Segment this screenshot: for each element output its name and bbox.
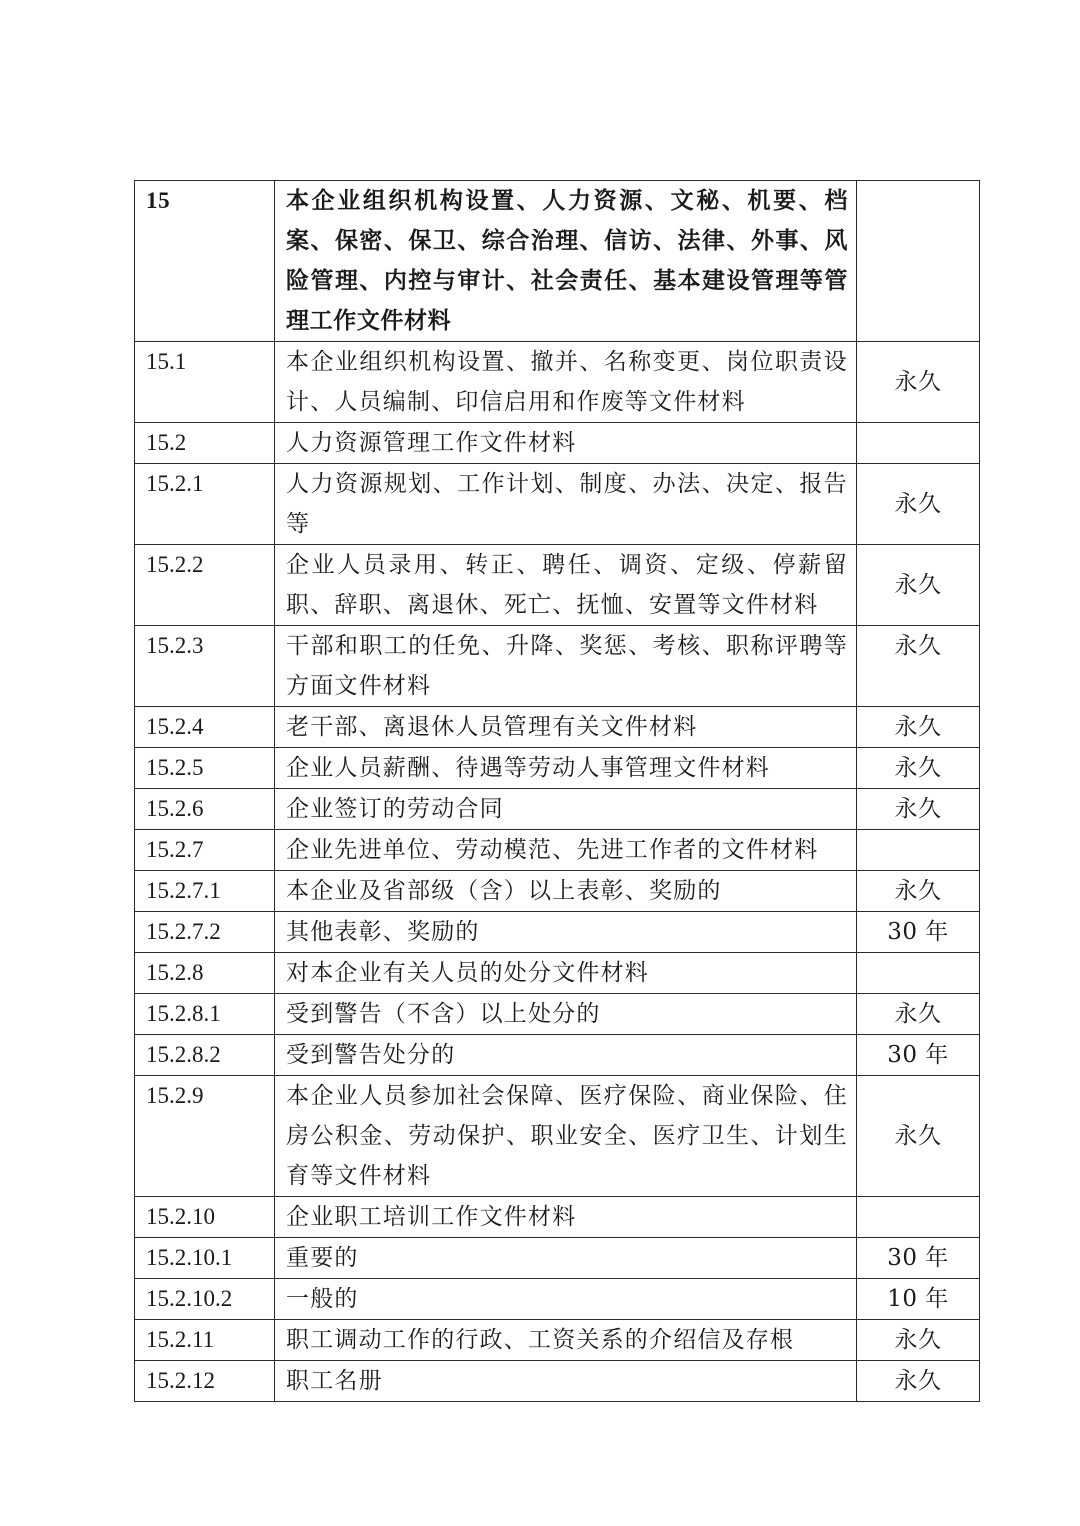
item-code-cell: 15.2.3 [135, 626, 275, 707]
table-row [135, 830, 980, 871]
item-description-cell: 一般的 [275, 1279, 857, 1320]
retention-period-cell: 永久 [857, 545, 980, 626]
item-description-cell: 重要的 [275, 1238, 857, 1279]
item-code-cell: 15.2.5 [135, 748, 275, 789]
retention-period-cell [857, 181, 980, 342]
item-code-cell: 15.2.10.2 [135, 1279, 275, 1320]
item-description-cell: 本企业组织机构设置、人力资源、文秘、机要、档案、保密、保卫、综合治理、信访、法律、外事、风险管理、内控与审计、社会责任、基本建设管理等管理工作文件材料 [275, 181, 857, 342]
item-description-cell: 企业人员薪酬、待遇等劳动人事管理文件材料 [275, 748, 857, 789]
item-code-cell: 15.1 [135, 342, 275, 423]
table-body [135, 181, 980, 1402]
table-row [135, 789, 980, 830]
retention-period-cell [857, 953, 980, 994]
retention-period-cell [857, 423, 980, 464]
retention-period-cell: 永久 [857, 1320, 980, 1361]
retention-period-cell: 永久 [857, 871, 980, 912]
table-row [135, 181, 980, 342]
table-row [135, 342, 980, 423]
item-description-cell: 企业人员录用、转正、聘任、调资、定级、停薪留职、辞职、离退休、死亡、抚恤、安置等文件材料 [275, 545, 857, 626]
item-description-cell: 老干部、离退休人员管理有关文件材料 [275, 707, 857, 748]
item-description-cell: 企业签订的劳动合同 [275, 789, 857, 830]
item-code-cell: 15.2.10 [135, 1197, 275, 1238]
retention-period-cell [857, 1197, 980, 1238]
item-code-cell: 15.2.8.1 [135, 994, 275, 1035]
item-description-cell: 受到警告（不含）以上处分的 [275, 994, 857, 1035]
item-code-cell: 15.2.12 [135, 1361, 275, 1402]
table-row [135, 545, 980, 626]
retention-period-cell: 永久 [857, 1076, 980, 1197]
item-code-cell: 15.2.4 [135, 707, 275, 748]
item-description-cell: 人力资源规划、工作计划、制度、办法、决定、报告等 [275, 464, 857, 545]
item-code-cell: 15.2.2 [135, 545, 275, 626]
item-description-cell: 职工调动工作的行政、工资关系的介绍信及存根 [275, 1320, 857, 1361]
item-code-cell: 15.2.1 [135, 464, 275, 545]
table-row [135, 1035, 980, 1076]
retention-period-cell: 永久 [857, 1361, 980, 1402]
retention-period-cell [857, 830, 980, 871]
table-row [135, 423, 980, 464]
item-description-cell: 企业职工培训工作文件材料 [275, 1197, 857, 1238]
item-code-cell: 15.2.11 [135, 1320, 275, 1361]
item-description-cell: 本企业组织机构设置、撤并、名称变更、岗位职责设计、人员编制、印信启用和作废等文件材料 [275, 342, 857, 423]
table-row [135, 707, 980, 748]
item-code-cell: 15.2.7.1 [135, 871, 275, 912]
item-code-cell: 15.2 [135, 423, 275, 464]
item-description-cell: 对本企业有关人员的处分文件材料 [275, 953, 857, 994]
table-row [135, 871, 980, 912]
retention-period-cell: 30 年 [857, 912, 980, 953]
retention-period-cell: 永久 [857, 707, 980, 748]
table-row [135, 1361, 980, 1402]
item-description-cell: 本企业及省部级（含）以上表彰、奖励的 [275, 871, 857, 912]
item-code-cell: 15.2.8.2 [135, 1035, 275, 1076]
item-description-cell: 受到警告处分的 [275, 1035, 857, 1076]
item-description-cell: 企业先进单位、劳动模范、先进工作者的文件材料 [275, 830, 857, 871]
item-description-cell: 职工名册 [275, 1361, 857, 1402]
retention-period-cell: 永久 [857, 464, 980, 545]
table-row [135, 464, 980, 545]
retention-period-cell: 永久 [857, 342, 980, 423]
item-code-cell: 15.2.7 [135, 830, 275, 871]
table-row [135, 912, 980, 953]
table-row [135, 1238, 980, 1279]
item-code-cell: 15.2.9 [135, 1076, 275, 1197]
table-row [135, 1197, 980, 1238]
retention-period-cell: 永久 [857, 748, 980, 789]
retention-period-cell: 10 年 [857, 1279, 980, 1320]
table-row [135, 1279, 980, 1320]
item-code-cell: 15.2.6 [135, 789, 275, 830]
retention-period-cell: 30 年 [857, 1035, 980, 1076]
table-row [135, 1076, 980, 1197]
item-code-cell: 15.2.10.1 [135, 1238, 275, 1279]
item-description-cell: 人力资源管理工作文件材料 [275, 423, 857, 464]
table-row [135, 953, 980, 994]
table-row [135, 1320, 980, 1361]
item-code-cell: 15.2.8 [135, 953, 275, 994]
table-row [135, 748, 980, 789]
item-description-cell: 其他表彰、奖励的 [275, 912, 857, 953]
table-row [135, 626, 980, 707]
item-code-cell: 15 [135, 181, 275, 342]
retention-schedule-table [134, 180, 980, 1402]
item-code-cell: 15.2.7.2 [135, 912, 275, 953]
item-description-cell: 本企业人员参加社会保障、医疗保险、商业保险、住房公积金、劳动保护、职业安全、医疗卫生、计划生育等文件材料 [275, 1076, 857, 1197]
table-row [135, 994, 980, 1035]
retention-period-cell: 永久 [857, 789, 980, 830]
retention-period-cell: 30 年 [857, 1238, 980, 1279]
item-description-cell: 干部和职工的任免、升降、奖惩、考核、职称评聘等方面文件材料 [275, 626, 857, 707]
retention-period-cell: 永久 [857, 994, 980, 1035]
retention-period-cell: 永久 [857, 626, 980, 707]
